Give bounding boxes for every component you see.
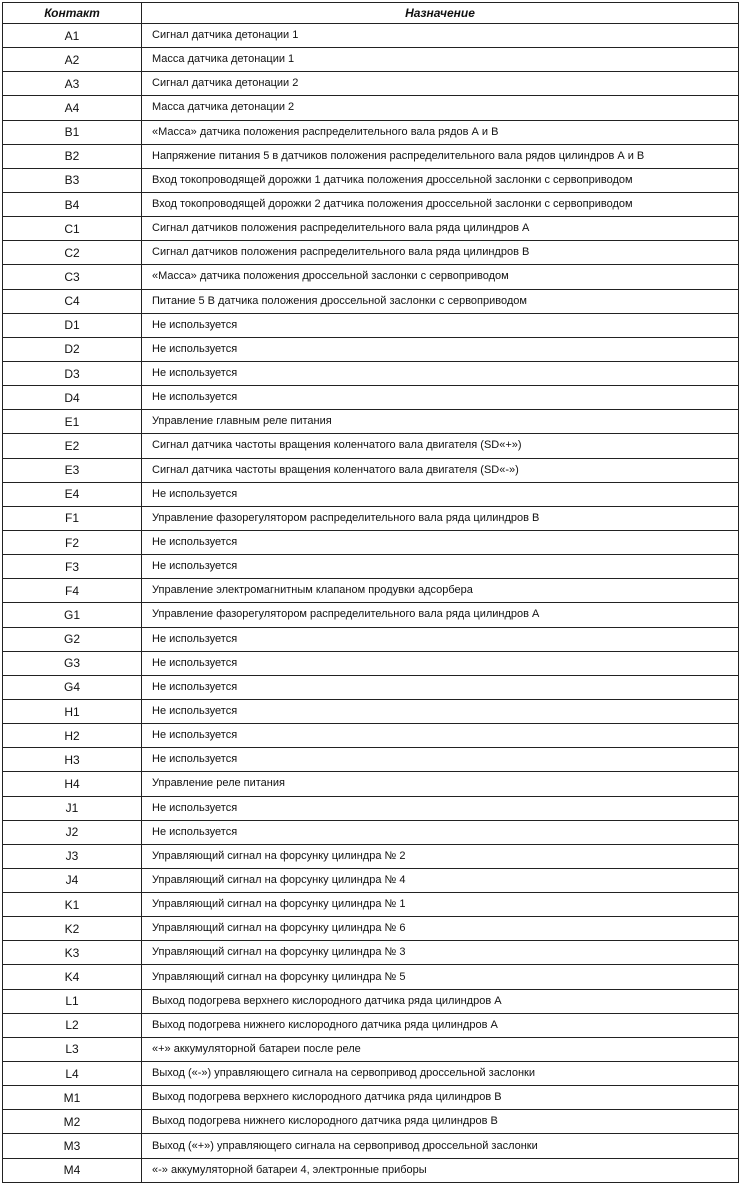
table-row bbox=[3, 603, 739, 627]
purpose-cell: Напряжение питания 5 в датчиков положения распределительного вала рядов цилиндров А и В bbox=[142, 144, 739, 168]
purpose-cell: Управляющий сигнал на форсунку цилиндра № 2 bbox=[142, 844, 739, 868]
purpose-cell: «+» аккумуляторной батареи после реле bbox=[142, 1037, 739, 1061]
contact-cell: E4 bbox=[3, 482, 142, 506]
purpose-cell: Масса датчика детонации 2 bbox=[142, 96, 739, 120]
purpose-cell: Управляющий сигнал на форсунку цилиндра № 5 bbox=[142, 965, 739, 989]
purpose-cell: Сигнал датчиков положения распределительного вала ряда цилиндров А bbox=[142, 217, 739, 241]
purpose-cell: Управление фазорегулятором распределительного вала ряда цилиндров А bbox=[142, 603, 739, 627]
purpose-cell: Сигнал датчика частоты вращения коленчатого вала двигателя (SD«-») bbox=[142, 458, 739, 482]
table-row bbox=[3, 724, 739, 748]
contact-cell: C4 bbox=[3, 289, 142, 313]
purpose-cell: Не используется bbox=[142, 820, 739, 844]
contact-cell: A2 bbox=[3, 48, 142, 72]
contact-cell: D4 bbox=[3, 386, 142, 410]
table-row bbox=[3, 651, 739, 675]
purpose-cell: Не используется bbox=[142, 675, 739, 699]
purpose-cell: Не используется bbox=[142, 796, 739, 820]
contact-cell: M4 bbox=[3, 1158, 142, 1182]
table-row bbox=[3, 313, 739, 337]
table-row bbox=[3, 772, 739, 796]
table-row bbox=[3, 530, 739, 554]
purpose-cell: «Масса» датчика положения распределительного вала рядов А и В bbox=[142, 120, 739, 144]
contact-cell: C2 bbox=[3, 241, 142, 265]
purpose-cell: Сигнал датчика частоты вращения коленчатого вала двигателя (SD«+») bbox=[142, 434, 739, 458]
purpose-cell: Питание 5 В датчика положения дроссельной заслонки с сервоприводом bbox=[142, 289, 739, 313]
contact-cell: E2 bbox=[3, 434, 142, 458]
purpose-cell: Масса датчика детонации 1 bbox=[142, 48, 739, 72]
purpose-cell: Сигнал датчиков положения распределительного вала ряда цилиндров В bbox=[142, 241, 739, 265]
purpose-cell: Вход токопроводящей дорожки 2 датчика положения дроссельной заслонки с сервоприводом bbox=[142, 192, 739, 216]
table-row bbox=[3, 699, 739, 723]
purpose-cell: Сигнал датчика детонации 1 bbox=[142, 24, 739, 48]
contact-cell: D2 bbox=[3, 337, 142, 361]
contact-cell: B1 bbox=[3, 120, 142, 144]
table-row bbox=[3, 337, 739, 361]
contact-cell: M2 bbox=[3, 1110, 142, 1134]
table-row bbox=[3, 265, 739, 289]
table-row bbox=[3, 989, 739, 1013]
table-row bbox=[3, 24, 739, 48]
purpose-cell: Выход («-») управляющего сигнала на сервопривод дроссельной заслонки bbox=[142, 1062, 739, 1086]
header-contact: Контакт bbox=[3, 3, 142, 24]
contact-cell: F1 bbox=[3, 506, 142, 530]
purpose-cell: Не используется bbox=[142, 555, 739, 579]
header-purpose: Назначение bbox=[142, 3, 739, 24]
table-row bbox=[3, 1158, 739, 1182]
contact-cell: G4 bbox=[3, 675, 142, 699]
contact-cell: J3 bbox=[3, 844, 142, 868]
table-row bbox=[3, 361, 739, 385]
purpose-cell: Выход подогрева верхнего кислородного датчика ряда цилиндров В bbox=[142, 1086, 739, 1110]
contact-cell: G1 bbox=[3, 603, 142, 627]
contact-cell: F3 bbox=[3, 555, 142, 579]
table-row bbox=[3, 1062, 739, 1086]
table-body bbox=[3, 24, 739, 1183]
table-row bbox=[3, 748, 739, 772]
purpose-cell: Выход подогрева нижнего кислородного датчика ряда цилиндров В bbox=[142, 1110, 739, 1134]
table-row bbox=[3, 1013, 739, 1037]
purpose-cell: Сигнал датчика детонации 2 bbox=[142, 72, 739, 96]
table-row bbox=[3, 941, 739, 965]
purpose-cell: Выход («+») управляющего сигнала на сервопривод дроссельной заслонки bbox=[142, 1134, 739, 1158]
purpose-cell: Не используется bbox=[142, 530, 739, 554]
purpose-cell: Не используется bbox=[142, 313, 739, 337]
contact-cell: C1 bbox=[3, 217, 142, 241]
pinout-table-container bbox=[2, 2, 738, 1183]
purpose-cell: Не используется bbox=[142, 337, 739, 361]
contact-cell: K4 bbox=[3, 965, 142, 989]
contact-cell: H4 bbox=[3, 772, 142, 796]
contact-cell: B2 bbox=[3, 144, 142, 168]
table-row bbox=[3, 168, 739, 192]
contact-cell: K1 bbox=[3, 893, 142, 917]
purpose-cell: Вход токопроводящей дорожки 1 датчика положения дроссельной заслонки с сервоприводом bbox=[142, 168, 739, 192]
table-row bbox=[3, 1110, 739, 1134]
purpose-cell: Не используется bbox=[142, 482, 739, 506]
purpose-cell: Не используется bbox=[142, 748, 739, 772]
table-header-row bbox=[3, 3, 739, 24]
table-row bbox=[3, 868, 739, 892]
purpose-cell: Управление реле питания bbox=[142, 772, 739, 796]
purpose-cell: «-» аккумуляторной батареи 4, электронные приборы bbox=[142, 1158, 739, 1182]
table-row bbox=[3, 675, 739, 699]
table-row bbox=[3, 555, 739, 579]
table-row bbox=[3, 627, 739, 651]
contact-cell: A3 bbox=[3, 72, 142, 96]
table-row bbox=[3, 241, 739, 265]
contact-cell: H1 bbox=[3, 699, 142, 723]
contact-cell: J4 bbox=[3, 868, 142, 892]
contact-cell: H2 bbox=[3, 724, 142, 748]
purpose-cell: Управляющий сигнал на форсунку цилиндра № 6 bbox=[142, 917, 739, 941]
contact-cell: B3 bbox=[3, 168, 142, 192]
table-row bbox=[3, 458, 739, 482]
contact-cell: M1 bbox=[3, 1086, 142, 1110]
table-row bbox=[3, 893, 739, 917]
contact-cell: M3 bbox=[3, 1134, 142, 1158]
table-row bbox=[3, 289, 739, 313]
contact-cell: F2 bbox=[3, 530, 142, 554]
contact-cell: L2 bbox=[3, 1013, 142, 1037]
purpose-cell: Не используется bbox=[142, 627, 739, 651]
purpose-cell: Управляющий сигнал на форсунку цилиндра № 4 bbox=[142, 868, 739, 892]
contact-cell: H3 bbox=[3, 748, 142, 772]
contact-cell: E1 bbox=[3, 410, 142, 434]
contact-cell: J1 bbox=[3, 796, 142, 820]
contact-cell: D3 bbox=[3, 361, 142, 385]
table-row bbox=[3, 844, 739, 868]
purpose-cell: Не используется bbox=[142, 386, 739, 410]
contact-cell: G2 bbox=[3, 627, 142, 651]
table-row bbox=[3, 386, 739, 410]
table-row bbox=[3, 1134, 739, 1158]
table-row bbox=[3, 434, 739, 458]
table-row bbox=[3, 72, 739, 96]
table-row bbox=[3, 820, 739, 844]
contact-cell: C3 bbox=[3, 265, 142, 289]
table-row bbox=[3, 217, 739, 241]
contact-cell: A1 bbox=[3, 24, 142, 48]
table-row bbox=[3, 120, 739, 144]
purpose-cell: Управление главным реле питания bbox=[142, 410, 739, 434]
contact-cell: L1 bbox=[3, 989, 142, 1013]
table-row bbox=[3, 1037, 739, 1061]
contact-cell: J2 bbox=[3, 820, 142, 844]
table-row bbox=[3, 1086, 739, 1110]
table-row bbox=[3, 96, 739, 120]
contact-cell: L4 bbox=[3, 1062, 142, 1086]
purpose-cell: Выход подогрева нижнего кислородного датчика ряда цилиндров А bbox=[142, 1013, 739, 1037]
pinout-table bbox=[2, 2, 739, 1183]
table-row bbox=[3, 144, 739, 168]
purpose-cell: «Масса» датчика положения дроссельной заслонки с сервоприводом bbox=[142, 265, 739, 289]
contact-cell: K3 bbox=[3, 941, 142, 965]
table-row bbox=[3, 48, 739, 72]
contact-cell: E3 bbox=[3, 458, 142, 482]
purpose-cell: Управляющий сигнал на форсунку цилиндра № 3 bbox=[142, 941, 739, 965]
purpose-cell: Не используется bbox=[142, 724, 739, 748]
purpose-cell: Управляющий сигнал на форсунку цилиндра № 1 bbox=[142, 893, 739, 917]
purpose-cell: Не используется bbox=[142, 651, 739, 675]
purpose-cell: Управление фазорегулятором распределительного вала ряда цилиндров В bbox=[142, 506, 739, 530]
contact-cell: D1 bbox=[3, 313, 142, 337]
purpose-cell: Управление электромагнитным клапаном продувки адсорбера bbox=[142, 579, 739, 603]
purpose-cell: Выход подогрева верхнего кислородного датчика ряда цилиндров А bbox=[142, 989, 739, 1013]
table-row bbox=[3, 917, 739, 941]
table-row bbox=[3, 192, 739, 216]
purpose-cell: Не используется bbox=[142, 699, 739, 723]
contact-cell: G3 bbox=[3, 651, 142, 675]
table-row bbox=[3, 482, 739, 506]
contact-cell: B4 bbox=[3, 192, 142, 216]
contact-cell: A4 bbox=[3, 96, 142, 120]
contact-cell: L3 bbox=[3, 1037, 142, 1061]
table-row bbox=[3, 506, 739, 530]
contact-cell: F4 bbox=[3, 579, 142, 603]
table-row bbox=[3, 796, 739, 820]
contact-cell: K2 bbox=[3, 917, 142, 941]
table-row bbox=[3, 965, 739, 989]
purpose-cell: Не используется bbox=[142, 361, 739, 385]
table-row bbox=[3, 410, 739, 434]
table-row bbox=[3, 579, 739, 603]
